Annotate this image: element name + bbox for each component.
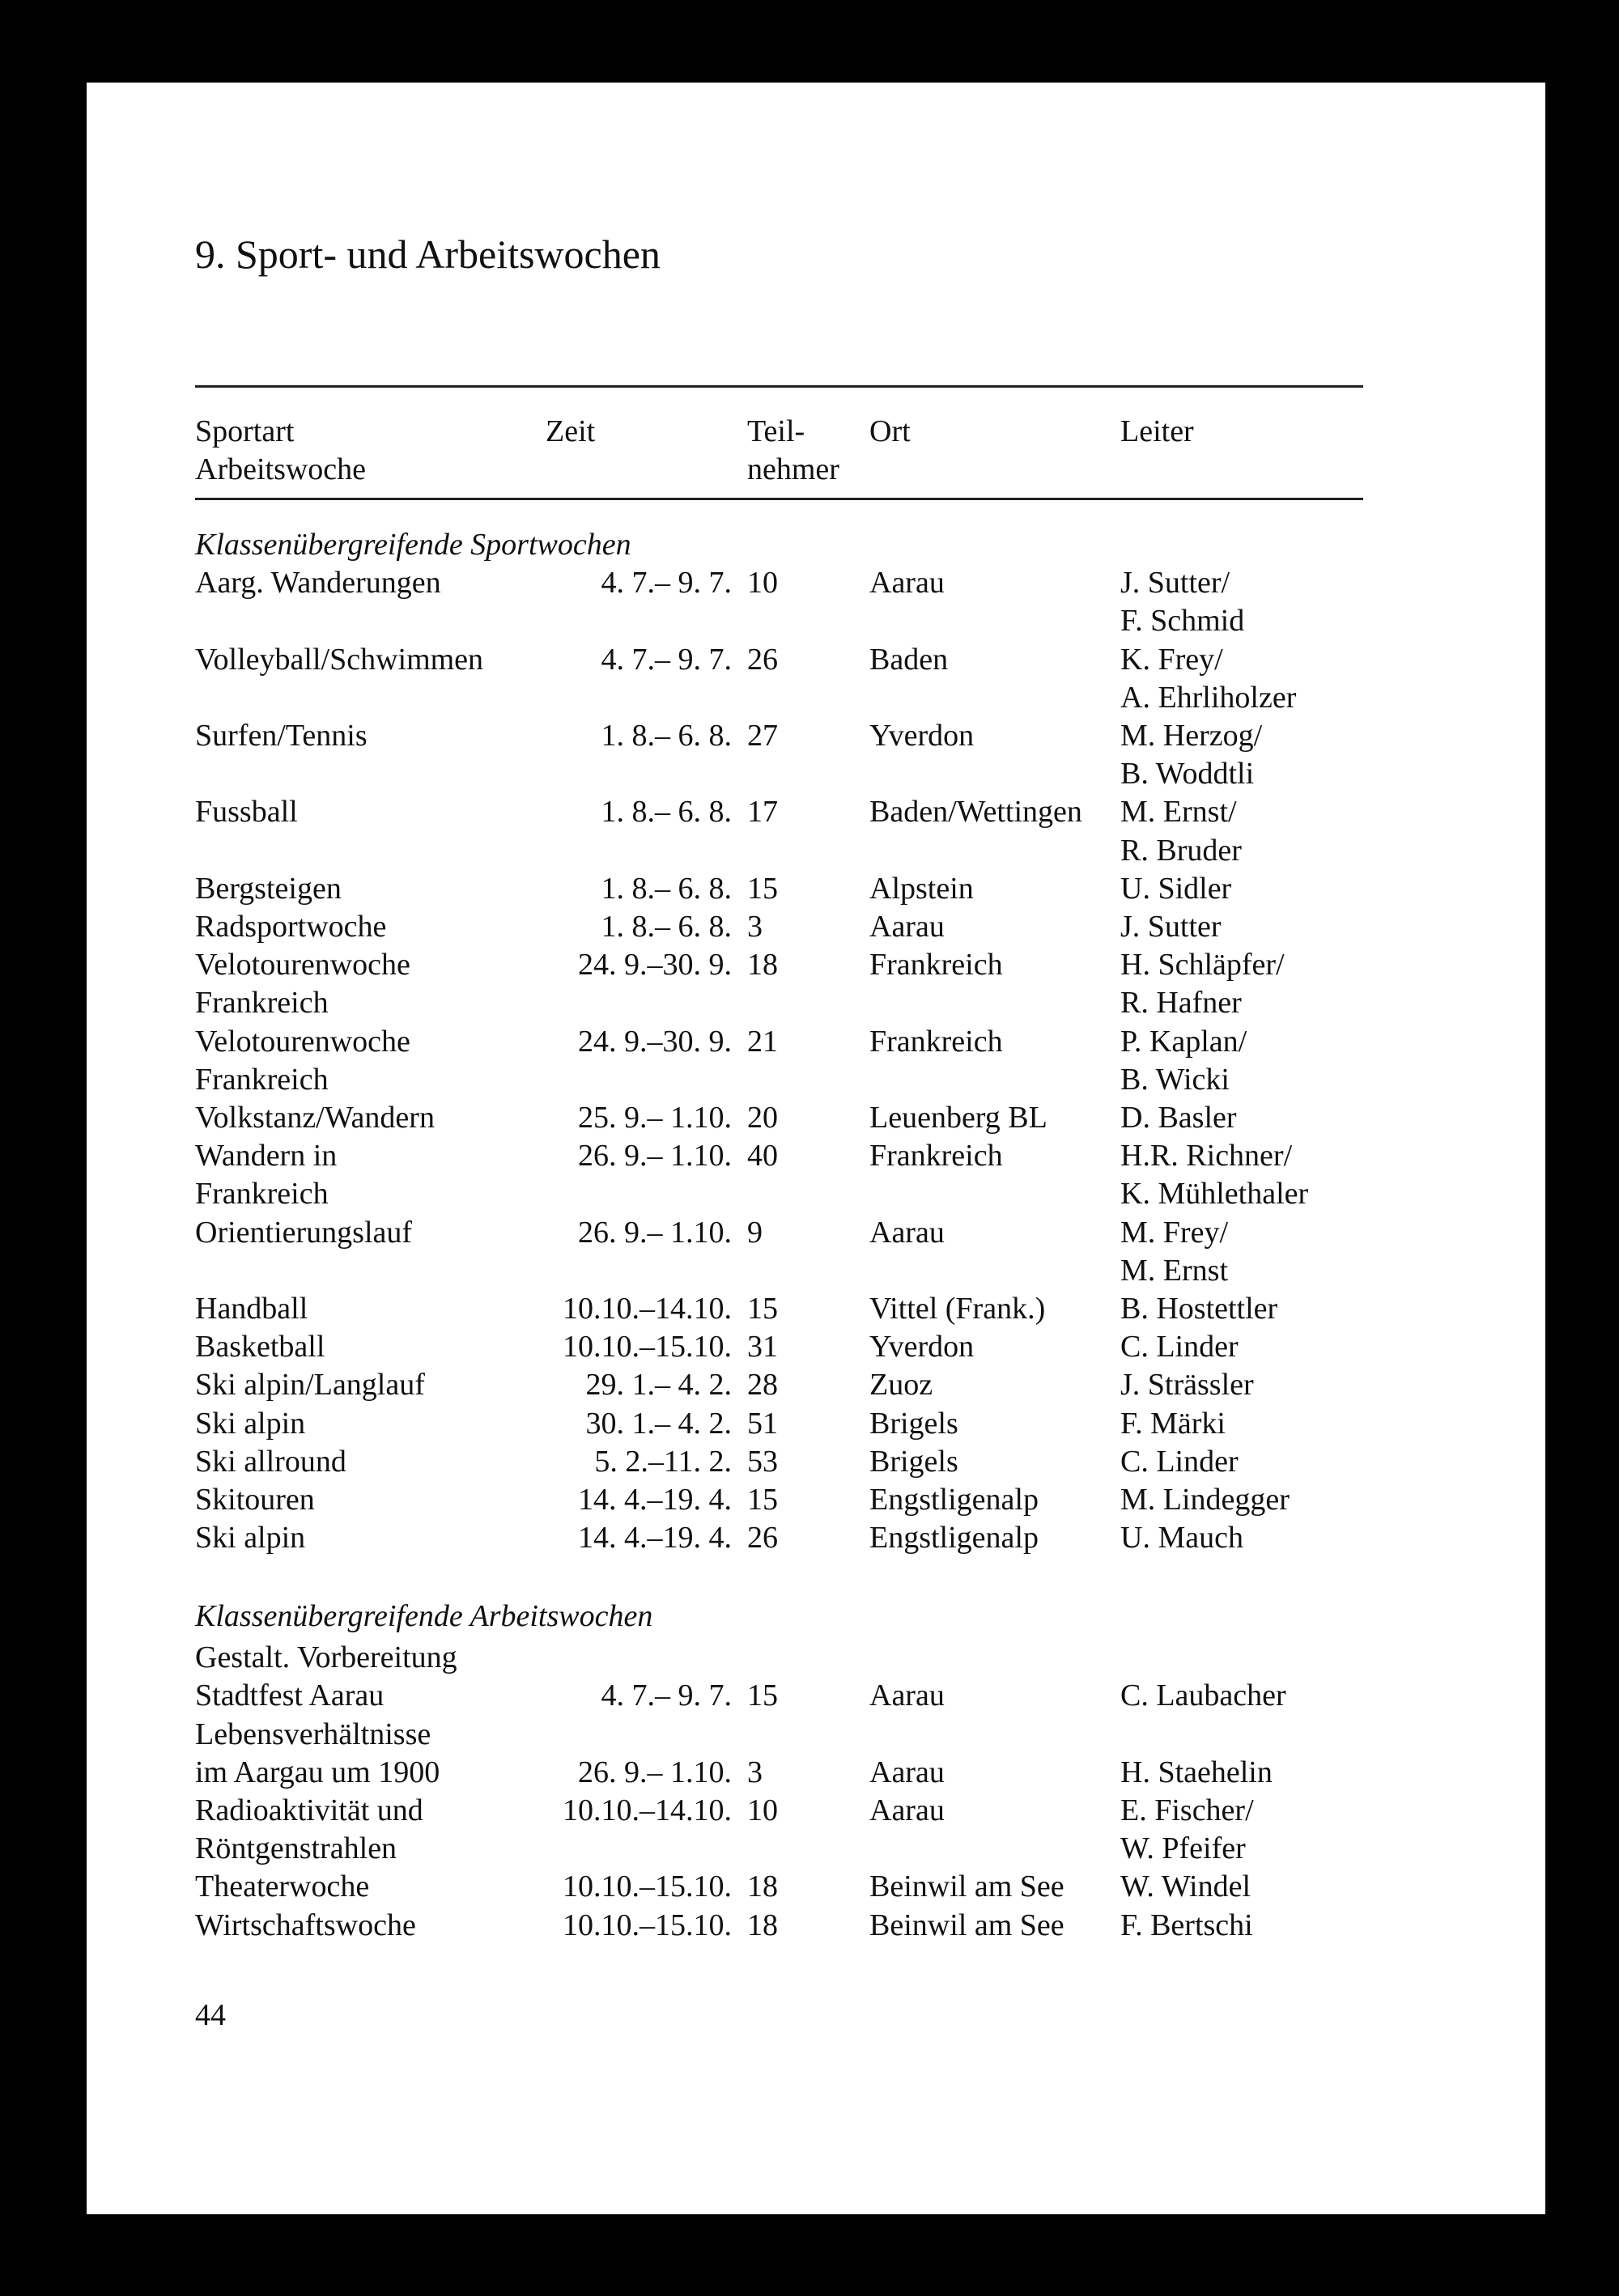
- row-sportart: Gestalt. Vorbereitung: [195, 1640, 457, 1675]
- row-leiter: M. Ernst: [1120, 1253, 1228, 1288]
- row-leiter: A. Ehrliholzer: [1120, 680, 1297, 715]
- row-leiter: B. Wicki: [1120, 1062, 1230, 1097]
- row-sportart: Frankreich: [195, 1062, 329, 1097]
- row-zeit: 26. 9.– 1.10.: [578, 1215, 732, 1250]
- row-leiter: H. Schläpfer/: [1120, 948, 1285, 982]
- row-zeit: 10.10.–14.10.: [563, 1292, 732, 1326]
- row-sportart: Radsportwoche: [195, 910, 387, 944]
- row-sportart: im Aargau um 1900: [195, 1755, 440, 1789]
- header-ort: Ort: [869, 414, 911, 448]
- row-leiter: K. Mühlethaler: [1120, 1177, 1309, 1212]
- row-teilnehmer: 53: [747, 1444, 778, 1479]
- header-leiter: Leiter: [1120, 414, 1194, 448]
- row-ort: Aarau: [869, 1678, 945, 1713]
- row-ort: Leuenberg BL: [869, 1101, 1047, 1135]
- row-teilnehmer: 51: [747, 1406, 778, 1441]
- row-zeit: 4. 7.– 9. 7.: [601, 566, 732, 601]
- row-teilnehmer: 3: [747, 1755, 763, 1789]
- row-sportart: Volleyball/Schwimmen: [195, 642, 484, 677]
- row-teilnehmer: 3: [747, 910, 763, 944]
- row-teilnehmer: 10: [747, 566, 778, 601]
- row-teilnehmer: 15: [747, 1678, 778, 1713]
- row-sportart: Fussball: [195, 795, 298, 830]
- row-teilnehmer: 18: [747, 948, 778, 982]
- row-leiter: M. Frey/: [1120, 1215, 1228, 1250]
- row-sportart: Frankreich: [195, 1177, 329, 1212]
- row-zeit: 29. 1.– 4. 2.: [585, 1368, 732, 1403]
- row-zeit: 10.10.–15.10.: [563, 1869, 732, 1904]
- row-ort: Beinwil am See: [869, 1869, 1064, 1904]
- header-teil: Teil-: [747, 414, 805, 448]
- header-sportart: Sportart: [195, 414, 295, 448]
- row-zeit: 24. 9.–30. 9.: [578, 1024, 732, 1059]
- row-sportart: Velotourenwoche: [195, 948, 410, 982]
- row-sportart: Handball: [195, 1292, 308, 1326]
- row-sportart: Radioaktivität und: [195, 1793, 423, 1827]
- row-leiter: R. Hafner: [1120, 986, 1242, 1021]
- page-title: 9. Sport- und Arbeitswochen: [195, 231, 661, 277]
- row-leiter: F. Bertschi: [1120, 1908, 1253, 1942]
- row-ort: Aarau: [869, 1793, 945, 1827]
- row-sportart: Aarg. Wanderungen: [195, 566, 441, 601]
- row-ort: Frankreich: [869, 948, 1003, 982]
- page-number: 44: [195, 1998, 226, 2032]
- row-ort: Baden/Wettingen: [869, 795, 1082, 830]
- row-sportart: Surfen/Tennis: [195, 719, 368, 753]
- row-sportart: Stadtfest Aarau: [195, 1678, 385, 1713]
- row-leiter: C. Linder: [1120, 1330, 1239, 1364]
- row-sportart: Ski alpin: [195, 1521, 306, 1555]
- row-leiter: M. Lindegger: [1120, 1483, 1290, 1517]
- row-sportart: Ski allround: [195, 1444, 346, 1479]
- row-ort: Yverdon: [869, 1330, 975, 1364]
- row-leiter: J. Strässler: [1120, 1368, 1254, 1403]
- row-ort: Frankreich: [869, 1024, 1003, 1059]
- row-ort: Aarau: [869, 566, 945, 601]
- row-ort: Vittel (Frank.): [869, 1292, 1046, 1326]
- row-leiter: D. Basler: [1120, 1101, 1237, 1135]
- section-title: Klassenübergreifende Arbeitswochen: [195, 1599, 653, 1633]
- row-teilnehmer: 18: [747, 1908, 778, 1942]
- row-ort: Zuoz: [869, 1368, 933, 1403]
- row-leiter: C. Laubacher: [1120, 1678, 1286, 1713]
- row-zeit: 1. 8.– 6. 8.: [601, 871, 732, 906]
- row-sportart: Theaterwoche: [195, 1869, 370, 1904]
- row-teilnehmer: 31: [747, 1330, 778, 1364]
- row-zeit: 10.10.–14.10.: [563, 1793, 732, 1827]
- row-teilnehmer: 17: [747, 795, 778, 830]
- row-teilnehmer: 26: [747, 1521, 778, 1555]
- row-ort: Aarau: [869, 1215, 945, 1250]
- row-sportart: Röntgenstrahlen: [195, 1831, 397, 1866]
- row-leiter: F. Schmid: [1120, 604, 1245, 639]
- row-ort: Frankreich: [869, 1139, 1003, 1173]
- row-ort: Brigels: [869, 1406, 958, 1441]
- row-zeit: 14. 4.–19. 4.: [578, 1483, 732, 1517]
- row-zeit: 25. 9.– 1.10.: [578, 1101, 732, 1135]
- row-leiter: R. Bruder: [1120, 833, 1242, 868]
- row-leiter: H.R. Richner/: [1120, 1139, 1293, 1173]
- row-sportart: Bergsteigen: [195, 871, 342, 906]
- row-ort: Aarau: [869, 1755, 945, 1789]
- row-sportart: Wirtschaftswoche: [195, 1908, 416, 1942]
- row-teilnehmer: 20: [747, 1101, 778, 1135]
- row-sportart: Ski alpin/Langlauf: [195, 1368, 425, 1403]
- row-sportart: Volkstanz/Wandern: [195, 1101, 435, 1135]
- header-zeit: Zeit: [546, 414, 596, 448]
- row-zeit: 1. 8.– 6. 8.: [601, 719, 732, 753]
- row-leiter: M. Ernst/: [1120, 795, 1237, 830]
- row-leiter: K. Frey/: [1120, 642, 1223, 677]
- row-ort: Beinwil am See: [869, 1908, 1064, 1942]
- row-zeit: 10.10.–15.10.: [563, 1908, 732, 1942]
- section-title: Klassenübergreifende Sportwochen: [195, 528, 631, 562]
- row-zeit: 5. 2.–11. 2.: [594, 1444, 732, 1479]
- row-leiter: B. Woddtli: [1120, 757, 1255, 792]
- row-leiter: U. Sidler: [1120, 871, 1232, 906]
- row-ort: Engstligenalp: [869, 1521, 1039, 1555]
- row-sportart: Wandern in: [195, 1139, 338, 1173]
- row-ort: Engstligenalp: [869, 1483, 1039, 1517]
- row-zeit: 1. 8.– 6. 8.: [601, 795, 732, 830]
- row-leiter: J. Sutter: [1120, 910, 1222, 944]
- row-leiter: B. Hostettler: [1120, 1292, 1278, 1326]
- row-zeit: 14. 4.–19. 4.: [578, 1521, 732, 1555]
- row-teilnehmer: 10: [747, 1793, 778, 1827]
- row-teilnehmer: 15: [747, 871, 778, 906]
- row-leiter: C. Linder: [1120, 1444, 1239, 1479]
- row-ort: Aarau: [869, 910, 945, 944]
- row-leiter: E. Fischer/: [1120, 1793, 1254, 1827]
- row-sportart: Velotourenwoche: [195, 1024, 410, 1059]
- row-leiter: F. Märki: [1120, 1406, 1226, 1441]
- row-zeit: 24. 9.–30. 9.: [578, 948, 732, 982]
- table-body: [195, 0, 1409, 1942]
- row-teilnehmer: 15: [747, 1292, 778, 1326]
- row-teilnehmer: 26: [747, 642, 778, 677]
- row-ort: Yverdon: [869, 719, 975, 753]
- row-leiter: U. Mauch: [1120, 1521, 1243, 1555]
- row-zeit: 26. 9.– 1.10.: [578, 1139, 732, 1173]
- row-zeit: 30. 1.– 4. 2.: [585, 1406, 732, 1441]
- row-teilnehmer: 18: [747, 1869, 778, 1904]
- header-arbeitswoche: Arbeitswoche: [195, 452, 367, 486]
- row-leiter: P. Kaplan/: [1120, 1024, 1247, 1059]
- row-teilnehmer: 27: [747, 719, 778, 753]
- row-zeit: 4. 7.– 9. 7.: [601, 642, 732, 677]
- row-teilnehmer: 9: [747, 1215, 763, 1250]
- row-zeit: 1. 8.– 6. 8.: [601, 910, 732, 944]
- row-zeit: 10.10.–15.10.: [563, 1330, 732, 1364]
- row-zeit: 4. 7.– 9. 7.: [601, 1678, 732, 1713]
- row-sportart: Frankreich: [195, 986, 329, 1021]
- row-ort: Baden: [869, 642, 949, 677]
- row-leiter: W. Pfeifer: [1120, 1831, 1246, 1866]
- row-teilnehmer: 28: [747, 1368, 778, 1403]
- row-leiter: J. Sutter/: [1120, 566, 1230, 601]
- row-teilnehmer: 40: [747, 1139, 778, 1173]
- row-ort: Alpstein: [869, 871, 974, 906]
- row-leiter: H. Staehelin: [1120, 1755, 1273, 1789]
- row-sportart: Ski alpin: [195, 1406, 306, 1441]
- row-teilnehmer: 15: [747, 1483, 778, 1517]
- row-zeit: 26. 9.– 1.10.: [578, 1755, 732, 1789]
- header-nehmer: nehmer: [747, 452, 839, 486]
- row-leiter: W. Windel: [1120, 1869, 1251, 1904]
- row-teilnehmer: 21: [747, 1024, 778, 1059]
- row-ort: Brigels: [869, 1444, 958, 1479]
- row-sportart: Skitouren: [195, 1483, 315, 1517]
- row-sportart: Orientierungslauf: [195, 1215, 413, 1250]
- row-leiter: M. Herzog/: [1120, 719, 1263, 753]
- row-sportart: Basketball: [195, 1330, 325, 1364]
- row-sportart: Lebensverhältnisse: [195, 1717, 431, 1751]
